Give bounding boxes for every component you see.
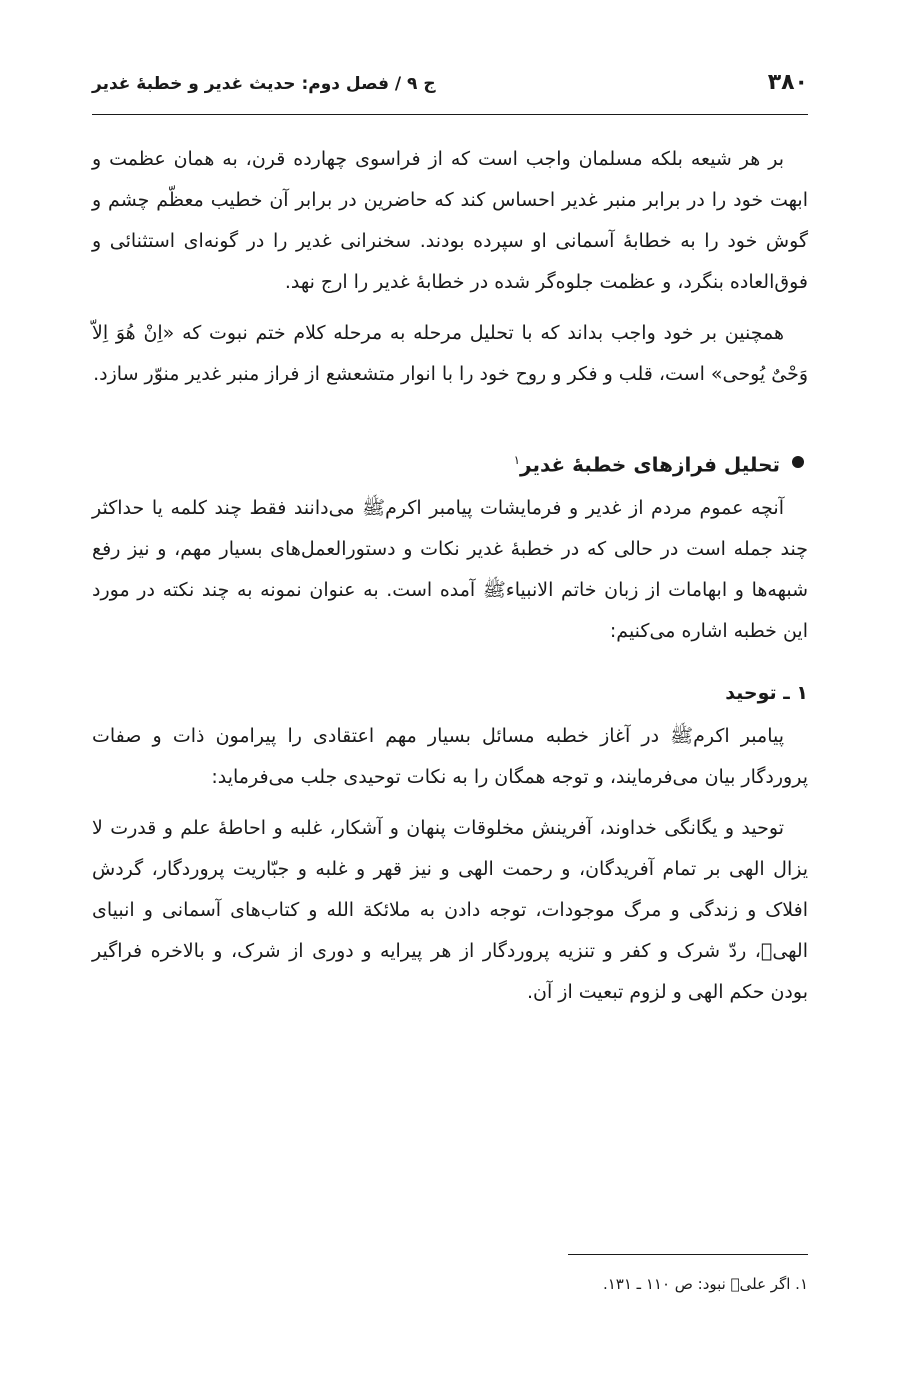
page-header bbox=[92, 70, 808, 115]
subsection-heading: ۱ ـ توحید bbox=[725, 681, 808, 704]
subsection-paragraph-1: پیامبر اکرمﷺ در آغاز خطبه مسائل بسیار مهم اعتقادی را پیرامون ذات و صفات پروردگار بیان می‌فرمایند، و توجه همگان را به نکات توحیدی جلب می‌فرماید: bbox=[92, 724, 808, 788]
footnote: ۱. اگر علیؑ نبود: ص ۱۱۰ ـ ۱۳۱. bbox=[602, 1275, 808, 1293]
section-intro: آنچه عموم مردم از غدیر و فرمایشات پیامبر اکرمﷺ می‌دانند فقط چند کلمه یا حداکثر چند جمله است در حالی که در خطبۀ غدیر نکات و دستورالعمل‌های بسیار مهم، و نیز رفع شبهه‌ها و ابهامات از زبان خاتم الانبیاءﷺ آمده است. به عنوان نمونه به چند نکته در مورد این خطبه اشاره می‌کنیم: bbox=[92, 496, 808, 642]
page-number: ۳۸۰ bbox=[767, 70, 808, 95]
footnote-divider bbox=[568, 1254, 808, 1255]
paragraph-1: بر هر شیعه بلکه مسلمان واجب است که از فراسوی چهارده قرن، به همان عظمت و ابهت خود را در برابر منبر غدیر احساس کند که حاضرین در برابر آن خطیب معظّم چشم و گوش خود را به خطابۀ آسمانی او سپرده بودند. سخنرانی غدیر را در گونه‌ای استثنائی و فوق‌العاده بنگرد، و عظمت جلوه‌گر شده در خطابۀ غدیر را ارج نهد. bbox=[92, 148, 808, 293]
book-page bbox=[92, 70, 808, 1023]
running-title: ج ۹ / فصل دوم: حدیث غدیر و خطبۀ غدیر bbox=[92, 74, 436, 94]
section-heading bbox=[92, 441, 808, 484]
page-content bbox=[92, 139, 808, 1013]
footnote-reference[interactable]: ۱ bbox=[513, 453, 521, 467]
section-title bbox=[514, 441, 780, 484]
section-title-text: تحلیل فرازهای خطبۀ غدیر bbox=[520, 452, 780, 477]
bullet-icon bbox=[792, 456, 804, 468]
subsection-paragraph-2: توحید و یگانگی خداوند، آفرینش مخلوقات پنهان و آشکار، غلبه و احاطۀ علم و قدرت لا یزال الهی بر تمام آفریدگان، و رحمت الهی و نیز قهر و غلبه و جبّاریت پروردگار، گردش افلاک و زندگی و مرگ موجودات، توجه دادن به ملائکة الله و کتاب‌های آسمانی و انبیای الهیؑ، ردّ شرک و کفر و تنزیه پروردگار از هر پیرایه و دوری از شرک، و بالاخره فراگیر بودن حکم الهی و لزوم تبعیت از آن. bbox=[92, 816, 808, 1003]
paragraph-2: همچنین بر خود واجب بداند که با تحلیل مرحله به مرحله کلام ختم نبوت که «اِنْ هُوَ اِلاّ وَحْیٌ یُوحی» است، قلب و فکر و روح خود را با انوار متشعشع از فراز منبر غدیر منوّر سازد. bbox=[92, 322, 808, 385]
